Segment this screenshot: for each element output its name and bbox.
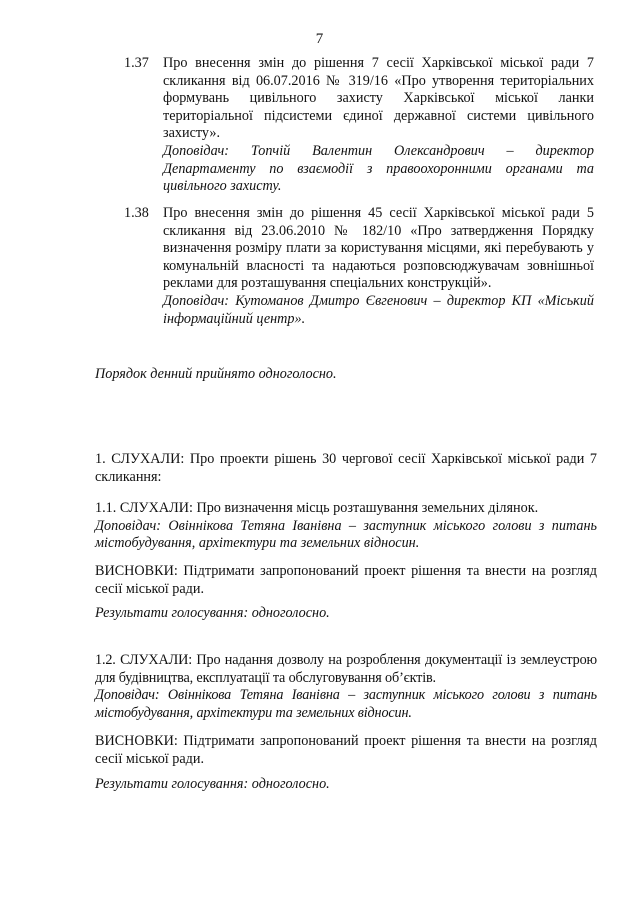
- page-number: 7: [315, 31, 324, 47]
- agenda-item-1-37: [124, 55, 594, 196]
- section-1-2-vote: Результати голосування: одноголосно.: [95, 776, 330, 792]
- agenda-item-number: 1.37: [124, 55, 149, 71]
- section-speaker: Доповідач: Овіннікова Тетяна Іванівна – заступник міського голови з питань містобудування, архітектури та земельних відносин.: [95, 517, 597, 552]
- agenda-item-speaker: Доповідач: Кутоманов Дмитро Євгенович – директор КП «Міський інформаційний центр».: [163, 292, 594, 327]
- heard-main: 1. СЛУХАЛИ: Про проекти рішень 30 чергової сесії Харківської міської ради 7 скликання:: [95, 451, 597, 485]
- section-1-2-conclusion: ВИСНОВКИ: Підтримати запропонований проект рішення та внести на розгляд сесії міської ради.: [95, 733, 597, 767]
- section-1-1-conclusion: ВИСНОВКИ: Підтримати запропонований проект рішення та внести на розгляд сесії міської ради.: [95, 563, 597, 597]
- agenda-adopted: Порядок денний прийнято одноголосно.: [95, 366, 337, 382]
- section-speaker: Доповідач: Овіннікова Тетяна Іванівна – заступник міського голови з питань містобудування, архітектури та земельних відносин.: [95, 687, 597, 721]
- agenda-item-speaker: Доповідач: Топчій Валентин Олександрович – директор Департаменту по взаємодії з правоохоронними органами та цивільного захисту.: [163, 142, 594, 195]
- section-1-1: [95, 500, 597, 553]
- agenda-item-text: Про внесення змін до рішення 7 сесії Харківської міської ради 7 скликання від 06.07.2016 № 319/16 «Про утворення територіальних формувань цивільного захисту Харківської міської ланки територіальної підсистеми єдиної державної системи цивільного захисту».: [163, 55, 594, 142]
- section-1-1-vote: Результати голосування: одноголосно.: [95, 605, 330, 621]
- section-heard: 1.1. СЛУХАЛИ: Про визначення місць розташування земельних ділянок.: [95, 500, 539, 516]
- agenda-item-text: Про внесення змін до рішення 45 сесії Харківської міської ради 5 скликання від 23.06.2010 № 182/10 «Про затвердження Порядку визначення розміру плати за користування місцями, які перебувають у комунальній власності та надаються розповсюджувачам зовнішньої реклами для розташування спеціальних конструкцій».: [163, 205, 594, 292]
- agenda-item-1-38: [124, 205, 594, 328]
- section-heard: 1.2. СЛУХАЛИ: Про надання дозволу на розроблення документації із землеустрою для будівництва, експлуатації та обслуговування об’єктів.: [95, 652, 597, 686]
- agenda-item-number: 1.38: [124, 205, 149, 221]
- section-1-2: [95, 652, 597, 722]
